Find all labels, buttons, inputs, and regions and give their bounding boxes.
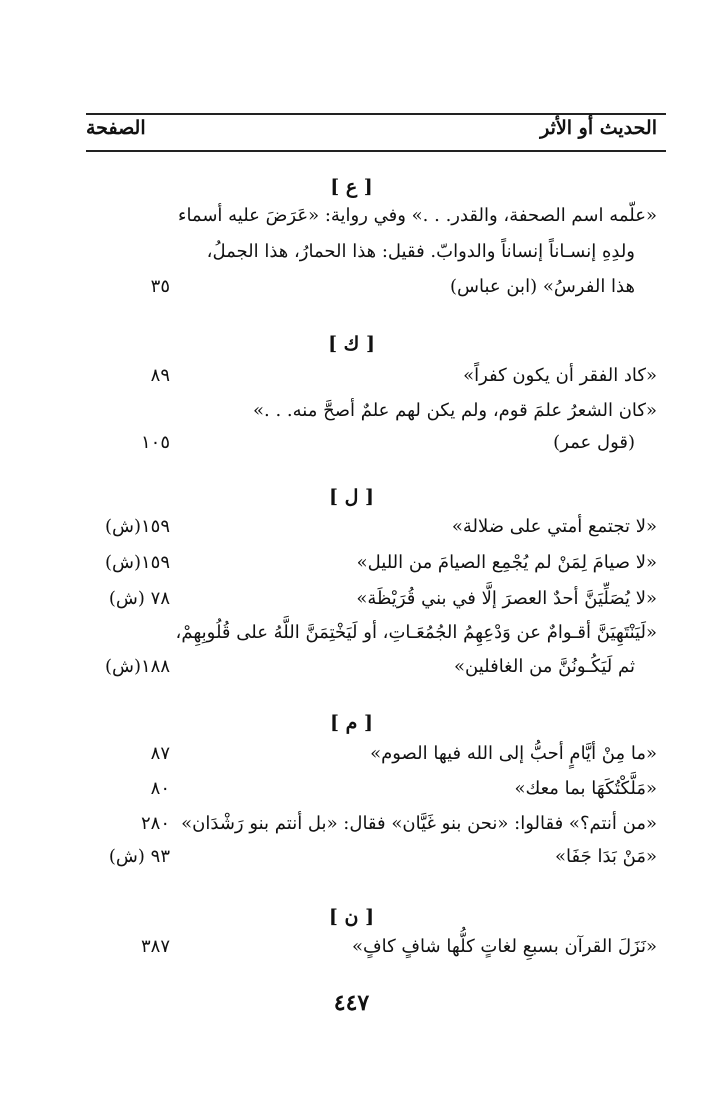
entry-line: «من أنتم؟» فقالوا: «نحن بنو غَيَّان» فقال: «بل أنتم بنو رَشْدَان»	[181, 813, 657, 834]
entry-line: ولدِهِ إنسـاناً إنساناً والدوابّ. فقيل: هذا الحمارُ، هذا الجملُ،	[206, 241, 635, 262]
page-ref: ٣٥	[150, 276, 170, 297]
page-ref: ٢٨٠	[140, 813, 170, 834]
page-ref: ٨٧	[150, 743, 170, 764]
column-header-page: الصفحة	[86, 117, 146, 139]
top-rule	[86, 113, 666, 115]
entry-line: «نَزَلَ القرآن بسبعِ لغاتٍ كلُّها شافٍ كافٍ»	[351, 936, 657, 957]
page-number: ٤٤٧	[333, 990, 370, 1016]
page-ref: ٨٠	[150, 778, 170, 799]
section-letter-mim: [ م ]	[330, 712, 373, 734]
page-ref: ٩٣ (ش)	[108, 846, 170, 867]
column-header-hadith: الحديث أو الأثر	[540, 117, 657, 139]
entry-line: «لا صيامَ لِمَنْ لم يُجْمِع الصيامَ من الليل»	[356, 552, 657, 573]
page-ref: ١٠٥	[140, 432, 170, 453]
entry-line: «لا تجتمع أمتي على ضلالة»	[451, 516, 657, 537]
entry-line: «لَيَنْتَهِيَنَّ أقـوامٌ عن وَدْعِهِمُ الجُمُعَـاتِ، أو لَيَخْتِمَنَّ اللَّهُ على قُلُوبِهِمْ،	[175, 622, 657, 643]
entry-line: هذا الفرسُ» (ابن عباس)	[449, 276, 635, 297]
entry-line: «مَلَّكْتُكَهَا بما معك»	[514, 778, 657, 799]
header-rule	[86, 150, 666, 152]
page-ref: ١٥٩(ش)	[104, 552, 170, 573]
page-ref: ٣٨٧	[140, 936, 170, 957]
entry-line: «ما مِنْ أيَّامٍ أحبُّ إلى الله فيها الصوم»	[370, 743, 657, 764]
section-letter-kaf: [ ك ]	[328, 333, 375, 355]
entry-line: «كاد الفقر أن يكون كفراً»	[463, 365, 657, 386]
section-letter-lam: [ ل ]	[328, 486, 374, 508]
section-letter-nun: [ ن ]	[328, 906, 375, 928]
entry-line: (قول عمر)	[553, 432, 635, 453]
entry-line: «لا يُصَلِّيَنَّ أحدٌ العصرَ إلَّا في بني قُرَيْظَة»	[356, 588, 657, 609]
entry-line: «علّمه اسم الصحفة، والقدر. . .» وفي رواية: «عَرَضَ عليه أسماء	[177, 205, 657, 226]
entry-line: ثم لَيَكُـونُنَّ من الغافلين»	[453, 656, 635, 677]
entry-line: «مَنْ بَدَا جَفَا»	[555, 846, 657, 867]
section-letter-ain: [ ع ]	[330, 176, 373, 198]
page-ref: ١٨٨(ش)	[104, 656, 170, 677]
page-ref: ٧٨ (ش)	[108, 588, 170, 609]
page-ref: ٨٩	[150, 365, 170, 386]
page-ref: ١٥٩(ش)	[104, 516, 170, 537]
entry-line: «كان الشعرُ علمَ قوم، ولم يكن لهم علمٌ أصحَّ منه. . .»	[253, 400, 657, 421]
